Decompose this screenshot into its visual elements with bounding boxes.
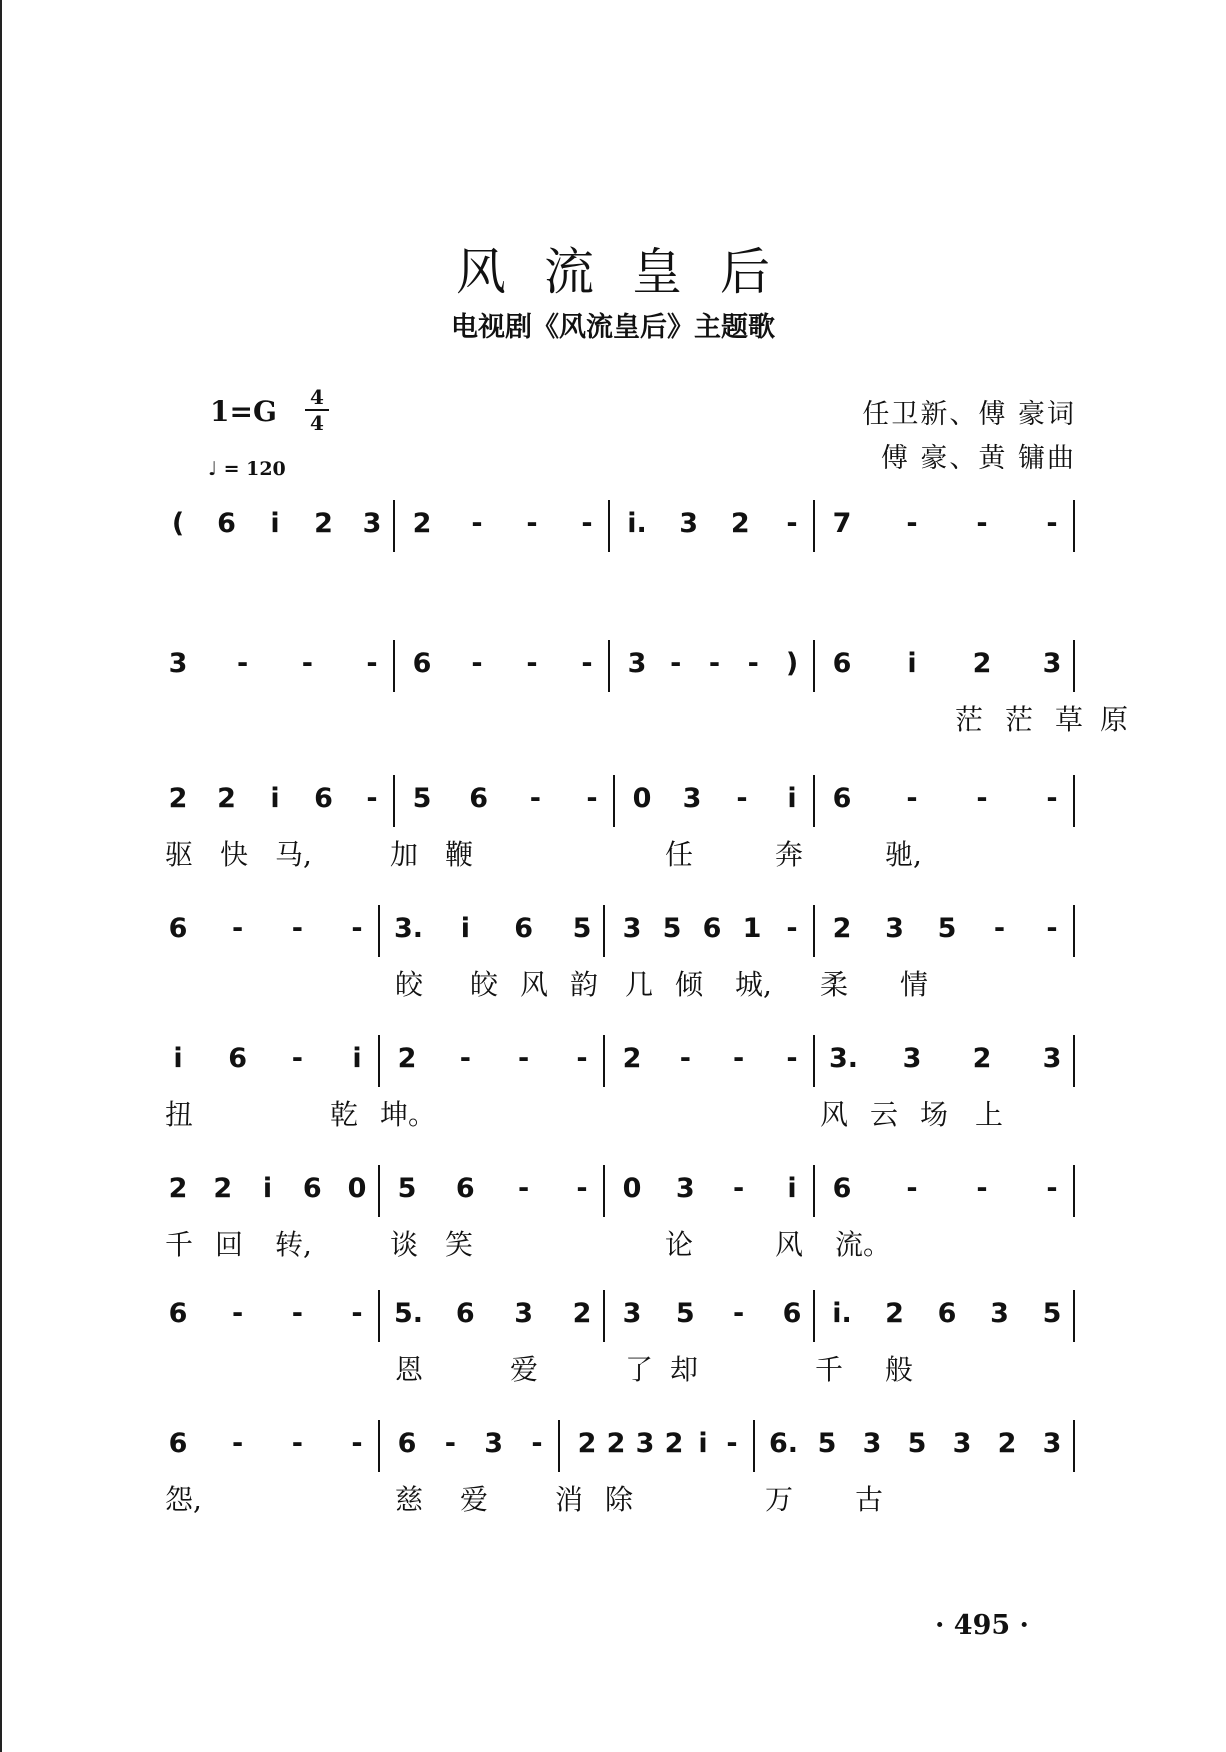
- dash: -: [586, 783, 598, 814]
- lyric-word: 茫: [1005, 703, 1034, 736]
- dash: -: [366, 648, 378, 679]
- dash: -: [232, 1298, 244, 1329]
- score-line-4: [165, 905, 1075, 1025]
- dash: -: [526, 508, 538, 539]
- song-title: 风流皇后: [456, 243, 808, 301]
- note: 2: [832, 913, 852, 944]
- dash: -: [906, 508, 918, 539]
- dash: -: [733, 1298, 745, 1329]
- dash: -: [976, 783, 988, 814]
- dash: -: [301, 648, 313, 679]
- lyric-word: 城,: [735, 968, 772, 1001]
- dash: -: [976, 1173, 988, 1204]
- lyric-word: 慈: [395, 1483, 424, 1516]
- note: 2: [972, 648, 992, 679]
- dash: -: [733, 1173, 745, 1204]
- dash: -: [736, 783, 748, 814]
- note: 6: [702, 913, 722, 944]
- barline: [558, 1420, 560, 1472]
- note: 2: [412, 508, 432, 539]
- barline: [813, 640, 815, 692]
- note: 5: [397, 1173, 417, 1204]
- dash: -: [993, 913, 1006, 944]
- lyric-word: 原: [1100, 703, 1129, 736]
- note: 6: [469, 783, 489, 814]
- notes-line: [165, 500, 1075, 560]
- note: 3: [990, 1298, 1009, 1329]
- score-line-2: [165, 640, 1129, 760]
- dash: -: [726, 1428, 738, 1459]
- note: 3: [622, 1298, 642, 1329]
- barline: [608, 500, 610, 552]
- barline: [813, 1290, 815, 1342]
- note: 6: [168, 913, 188, 944]
- note: 3.: [394, 913, 424, 944]
- barline: [1073, 500, 1075, 552]
- lyric-word: 鞭: [445, 838, 474, 871]
- note: 6: [217, 508, 236, 539]
- page-number: · 495 ·: [935, 1610, 1029, 1641]
- barline: [1073, 1290, 1075, 1342]
- note: 6: [832, 648, 852, 679]
- lyric-word: 场: [920, 1098, 949, 1131]
- note: 3: [1042, 648, 1062, 679]
- lyric-word: 爱: [460, 1483, 489, 1516]
- barline: [603, 1035, 605, 1087]
- lyric-word: 恩: [395, 1353, 424, 1386]
- note: 2: [972, 1043, 992, 1074]
- lyric-word: 爱: [510, 1353, 539, 1386]
- lyricist-credit: 任卫新、傅 豪词: [862, 399, 1076, 430]
- lyric-word: 笑: [445, 1228, 474, 1261]
- dash: -: [747, 648, 759, 679]
- note: 6: [302, 1173, 322, 1204]
- dash: -: [976, 508, 988, 539]
- note: 5: [907, 1428, 927, 1459]
- note: 3: [862, 1428, 882, 1459]
- lyric-word: 谈: [390, 1228, 419, 1261]
- dash: -: [733, 1043, 745, 1074]
- notes-line: [165, 775, 1075, 835]
- lyric-word: 茫: [955, 703, 984, 736]
- lyric-word: 扭: [165, 1098, 194, 1131]
- lyric-word: 转,: [275, 1228, 312, 1261]
- barline: [1073, 1420, 1075, 1472]
- lyric-word: 草: [1055, 703, 1084, 736]
- lyrics-line: [165, 963, 1075, 1003]
- barline: [1073, 640, 1075, 692]
- note: 5: [817, 1428, 837, 1459]
- note: i: [787, 783, 797, 814]
- lyric-word: 皎: [470, 968, 499, 1001]
- barline: [378, 1290, 380, 1342]
- note: i: [698, 1428, 708, 1459]
- tempo-marking: ♩ = 120: [208, 458, 286, 480]
- lyric-word: 加: [390, 838, 419, 871]
- lyric-word: 却: [670, 1353, 699, 1386]
- note: 6: [455, 1173, 475, 1204]
- barline: [393, 500, 395, 552]
- barline: [1073, 775, 1075, 827]
- note: 5: [412, 783, 432, 814]
- composer-credit: 傅 豪、黄 镛曲: [880, 443, 1076, 474]
- barline: [603, 1290, 605, 1342]
- barline: [378, 1165, 380, 1217]
- lyric-word: 古: [855, 1483, 884, 1516]
- note: 3: [362, 508, 382, 539]
- barline: [613, 775, 615, 827]
- lyric-word: 怨,: [165, 1483, 202, 1516]
- time-signature-bottom: 4: [310, 411, 324, 435]
- note: 2: [397, 1043, 417, 1074]
- note: 2: [572, 1298, 592, 1329]
- dash: -: [518, 1043, 530, 1074]
- lyric-word: 皎: [395, 968, 424, 1001]
- note: 6: [937, 1298, 957, 1329]
- lyric-word: 驱: [165, 838, 194, 871]
- note: 3: [514, 1298, 534, 1329]
- barline: [813, 775, 815, 827]
- dash: -: [351, 1298, 363, 1329]
- note: i.: [832, 1298, 852, 1329]
- notes-line: [165, 1290, 1075, 1350]
- note: i: [262, 1173, 273, 1204]
- note: 3: [622, 913, 642, 944]
- note: 6: [832, 1173, 852, 1204]
- lyric-word: 快: [220, 838, 249, 871]
- note: 3: [682, 783, 702, 814]
- dash: -: [906, 1173, 918, 1204]
- note: 2: [577, 1428, 597, 1459]
- barline: [813, 1165, 815, 1217]
- note: i: [787, 1173, 797, 1204]
- dash: -: [1046, 508, 1058, 539]
- paren: ): [785, 648, 799, 679]
- note: 0: [622, 1173, 642, 1204]
- note: i: [173, 1043, 183, 1074]
- dash: -: [291, 1298, 303, 1329]
- note: 5: [572, 913, 592, 944]
- dash: -: [1046, 1173, 1058, 1204]
- time-signature-top: 4: [310, 385, 324, 409]
- lyric-word: 万: [765, 1483, 794, 1516]
- lyrics-line: [165, 833, 1075, 873]
- score-line-7: [165, 1290, 1075, 1410]
- note: 6: [832, 783, 852, 814]
- song-subtitle: 电视剧《风流皇后》主题歌: [451, 312, 775, 343]
- note: 6: [168, 1298, 188, 1329]
- note: 2: [606, 1428, 626, 1459]
- lyric-word: 坤。: [380, 1098, 437, 1131]
- note: 3: [952, 1428, 972, 1459]
- dash: -: [518, 1173, 530, 1204]
- dash: -: [576, 1043, 588, 1074]
- dash: -: [237, 648, 249, 679]
- barline: [753, 1420, 755, 1472]
- note: 1: [742, 913, 762, 944]
- lyric-word: 风: [820, 1098, 849, 1131]
- dash: -: [786, 1043, 798, 1074]
- note: 3: [1042, 1043, 1062, 1074]
- lyrics-line: [165, 1348, 1075, 1388]
- lyric-word: 马,: [275, 838, 312, 871]
- note: 3: [902, 1043, 922, 1074]
- note: 2: [997, 1428, 1017, 1459]
- note: 0: [632, 783, 652, 814]
- dash: -: [576, 1173, 588, 1204]
- note: 5: [675, 1298, 695, 1329]
- dash: -: [906, 783, 918, 814]
- dash: -: [531, 1428, 543, 1459]
- lyric-word: 千: [165, 1228, 194, 1261]
- lyric-word: 倾: [675, 968, 704, 1001]
- lyric-word: 几: [625, 968, 654, 1001]
- notes-line: [165, 905, 1075, 965]
- note: 3: [885, 913, 904, 944]
- note: 2: [730, 508, 750, 539]
- notes-line: [165, 640, 1075, 700]
- lyric-word: 风: [520, 968, 549, 1001]
- barline: [603, 905, 605, 957]
- dash: -: [1046, 783, 1058, 814]
- dash: -: [366, 783, 378, 814]
- lyric-word: 驰,: [885, 838, 922, 871]
- note: 3: [679, 508, 699, 539]
- barline: [603, 1165, 605, 1217]
- dash: -: [529, 783, 541, 814]
- note: 7: [832, 508, 852, 539]
- paren: (: [171, 508, 185, 539]
- score-line-3: [165, 775, 1075, 895]
- dash: -: [232, 1428, 244, 1459]
- lyric-word: 除: [605, 1483, 634, 1516]
- notes-line: [165, 1165, 1075, 1225]
- barline: [1073, 1165, 1075, 1217]
- note: 2: [314, 508, 333, 539]
- lyric-word: 消: [555, 1483, 584, 1516]
- lyric-word: 韵: [570, 968, 599, 1001]
- note: 3: [1042, 1428, 1062, 1459]
- note: 0: [347, 1173, 367, 1204]
- dash: -: [670, 648, 682, 679]
- lyric-word: 回: [215, 1228, 244, 1261]
- lyric-word: 奔: [775, 838, 804, 871]
- note: 3: [627, 648, 647, 679]
- lyrics-line: [165, 1093, 1075, 1133]
- note: 6.: [769, 1428, 799, 1459]
- lyric-word: 般: [885, 1353, 914, 1386]
- note: 5: [937, 913, 957, 944]
- dash: -: [786, 913, 798, 944]
- note: 2: [168, 783, 188, 814]
- dash: -: [351, 1428, 363, 1459]
- dash: -: [444, 1428, 456, 1459]
- lyrics-line: [165, 698, 1129, 738]
- note: 3: [635, 1428, 655, 1459]
- barline: [1073, 1035, 1075, 1087]
- note: 6: [782, 1298, 802, 1329]
- dash: -: [291, 1043, 303, 1074]
- notes-line: [165, 1035, 1075, 1095]
- barline: [393, 640, 395, 692]
- dash: -: [291, 1428, 303, 1459]
- lyric-word: 云: [870, 1098, 899, 1131]
- barline: [393, 775, 395, 827]
- dash: -: [786, 508, 798, 539]
- barline: [813, 1035, 815, 1087]
- barline: [813, 500, 815, 552]
- dash: -: [232, 913, 244, 944]
- lyric-word: 了: [625, 1353, 654, 1386]
- score-line-8: [165, 1420, 1075, 1540]
- note: i: [460, 913, 470, 944]
- lyrics-line: [165, 1223, 1075, 1263]
- dash: -: [679, 1043, 691, 1074]
- lyric-word: 情: [900, 968, 929, 1001]
- barline: [1073, 905, 1075, 957]
- lyric-word: 论: [665, 1228, 694, 1261]
- note: 6: [455, 1298, 475, 1329]
- note: i: [907, 648, 917, 679]
- dash: -: [459, 1043, 471, 1074]
- note: 6: [514, 913, 534, 944]
- dash: -: [581, 648, 593, 679]
- lyric-word: 千: [815, 1353, 844, 1386]
- note: 5: [662, 913, 682, 944]
- lyric-word: 柔: [820, 968, 849, 1001]
- lyric-word: 风: [775, 1228, 804, 1261]
- key-signature: 1=G: [210, 395, 277, 428]
- note: 6: [412, 648, 432, 679]
- note: 6: [397, 1428, 417, 1459]
- dash: -: [708, 648, 721, 679]
- barline: [378, 905, 380, 957]
- note: 6: [168, 1428, 188, 1459]
- note: 2: [885, 1298, 904, 1329]
- dash: -: [526, 648, 538, 679]
- time-signature: [305, 386, 329, 434]
- note: 5.: [394, 1298, 424, 1329]
- barline: [608, 640, 610, 692]
- lyric-word: 流。: [835, 1228, 892, 1261]
- lyric-word: 任: [665, 838, 694, 871]
- note: 2: [217, 783, 236, 814]
- dash: -: [581, 508, 593, 539]
- lyrics-line: [165, 1478, 1075, 1518]
- dash: -: [291, 913, 303, 944]
- note: 3: [484, 1428, 504, 1459]
- note: 2: [664, 1428, 684, 1459]
- note: i: [270, 508, 280, 539]
- note: 2: [168, 1173, 188, 1204]
- lyrics-line: [165, 558, 1075, 598]
- score-line-1: [165, 500, 1075, 620]
- score-line-6: [165, 1165, 1075, 1285]
- dash: -: [471, 508, 483, 539]
- note: 3: [675, 1173, 695, 1204]
- note: 6: [228, 1043, 248, 1074]
- dash: -: [351, 913, 363, 944]
- note: i.: [627, 508, 647, 539]
- note: i: [352, 1043, 362, 1074]
- barline: [378, 1035, 380, 1087]
- barline: [813, 905, 815, 957]
- dash: -: [1046, 913, 1058, 944]
- barline: [378, 1420, 380, 1472]
- dash: -: [471, 648, 483, 679]
- lyric-word: 上: [975, 1098, 1004, 1131]
- note: 3.: [829, 1043, 859, 1074]
- note: 6: [314, 783, 333, 814]
- note: i: [270, 783, 280, 814]
- note: 3: [168, 648, 188, 679]
- note: 5: [1042, 1298, 1062, 1329]
- note: 2: [622, 1043, 642, 1074]
- lyric-word: 乾: [330, 1098, 359, 1131]
- score-line-5: [165, 1035, 1075, 1155]
- note: 2: [213, 1173, 233, 1204]
- notes-line: [165, 1420, 1075, 1480]
